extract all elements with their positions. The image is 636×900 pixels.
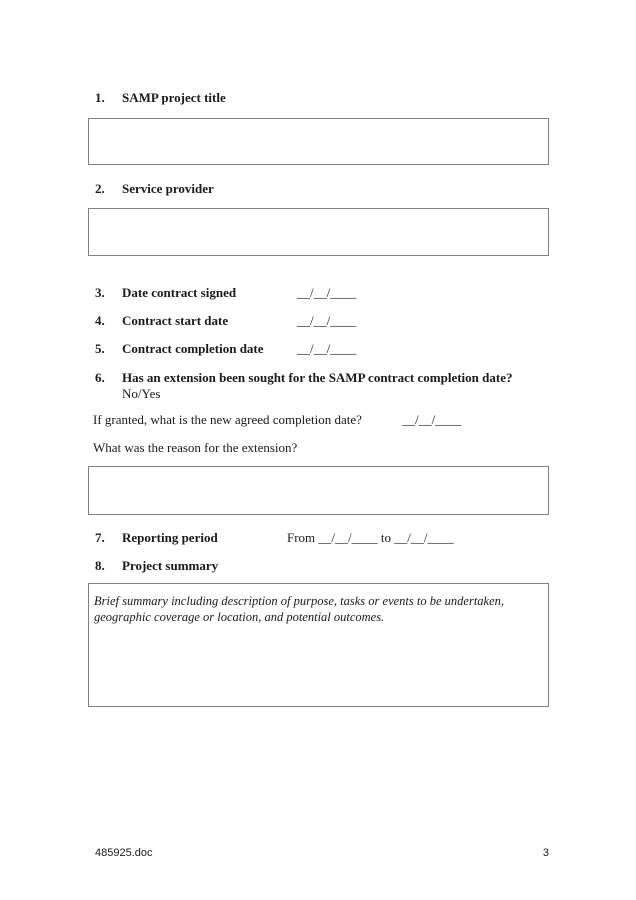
question-6-options[interactable]: No/Yes — [122, 386, 161, 401]
question-8-number: 8. — [95, 558, 105, 573]
question-4-label: Contract start date — [122, 313, 229, 328]
question-3 — [88, 285, 549, 301]
page-footer — [95, 845, 549, 861]
question-5-label: Contract completion date — [122, 341, 264, 356]
question-1-label: SAMP project title — [122, 90, 226, 105]
service-provider-input-box[interactable] — [88, 208, 549, 256]
footer-page-number: 3 — [542, 847, 549, 859]
question-6-text — [122, 370, 512, 402]
project-title-input-box[interactable] — [88, 118, 549, 165]
project-summary-input-box[interactable] — [88, 583, 549, 707]
question-6 — [88, 370, 549, 402]
contract-start-date-blank[interactable]: __/__/____ — [297, 313, 357, 328]
question-3-label: Date contract signed — [122, 285, 237, 300]
question-7-number: 7. — [95, 530, 105, 545]
question-8 — [88, 558, 549, 574]
question-1-number: 1. — [95, 90, 105, 105]
question-4 — [88, 313, 549, 329]
question-6-granted — [88, 412, 549, 428]
contract-completion-date-blank[interactable]: __/__/____ — [297, 341, 357, 356]
project-summary-placeholder: Brief summary including description of purpose, tasks or events to be undertaken, geographic coverage or location, and potential outcomes. — [94, 594, 505, 624]
footer-filename: 485925.doc — [95, 847, 153, 859]
question-5 — [88, 341, 549, 357]
question-7 — [88, 530, 549, 546]
question-1 — [88, 90, 549, 106]
extension-reason-input-box[interactable] — [88, 466, 549, 515]
question-6-number: 6. — [95, 370, 105, 385]
new-completion-date-blank[interactable]: __/__/____ — [402, 412, 462, 427]
question-4-number: 4. — [95, 313, 105, 328]
question-2-label: Service provider — [122, 181, 214, 196]
question-6-reason — [88, 440, 549, 456]
date-contract-signed-blank[interactable]: __/__/____ — [297, 285, 357, 300]
question-3-number: 3. — [95, 285, 105, 300]
question-6-reason-label: What was the reason for the extension? — [93, 440, 298, 455]
question-6-granted-label: If granted, what is the new agreed completion date? — [93, 412, 362, 427]
question-2 — [88, 181, 549, 197]
reporting-period-blank[interactable]: From __/__/____ to __/__/____ — [287, 530, 454, 545]
form-content — [88, 90, 549, 707]
question-2-number: 2. — [95, 181, 105, 196]
question-6-label: Has an extension been sought for the SAMP contract completion date? — [122, 370, 513, 385]
question-5-number: 5. — [95, 341, 105, 356]
question-7-label: Reporting period — [122, 530, 218, 545]
question-8-label: Project summary — [122, 558, 219, 573]
